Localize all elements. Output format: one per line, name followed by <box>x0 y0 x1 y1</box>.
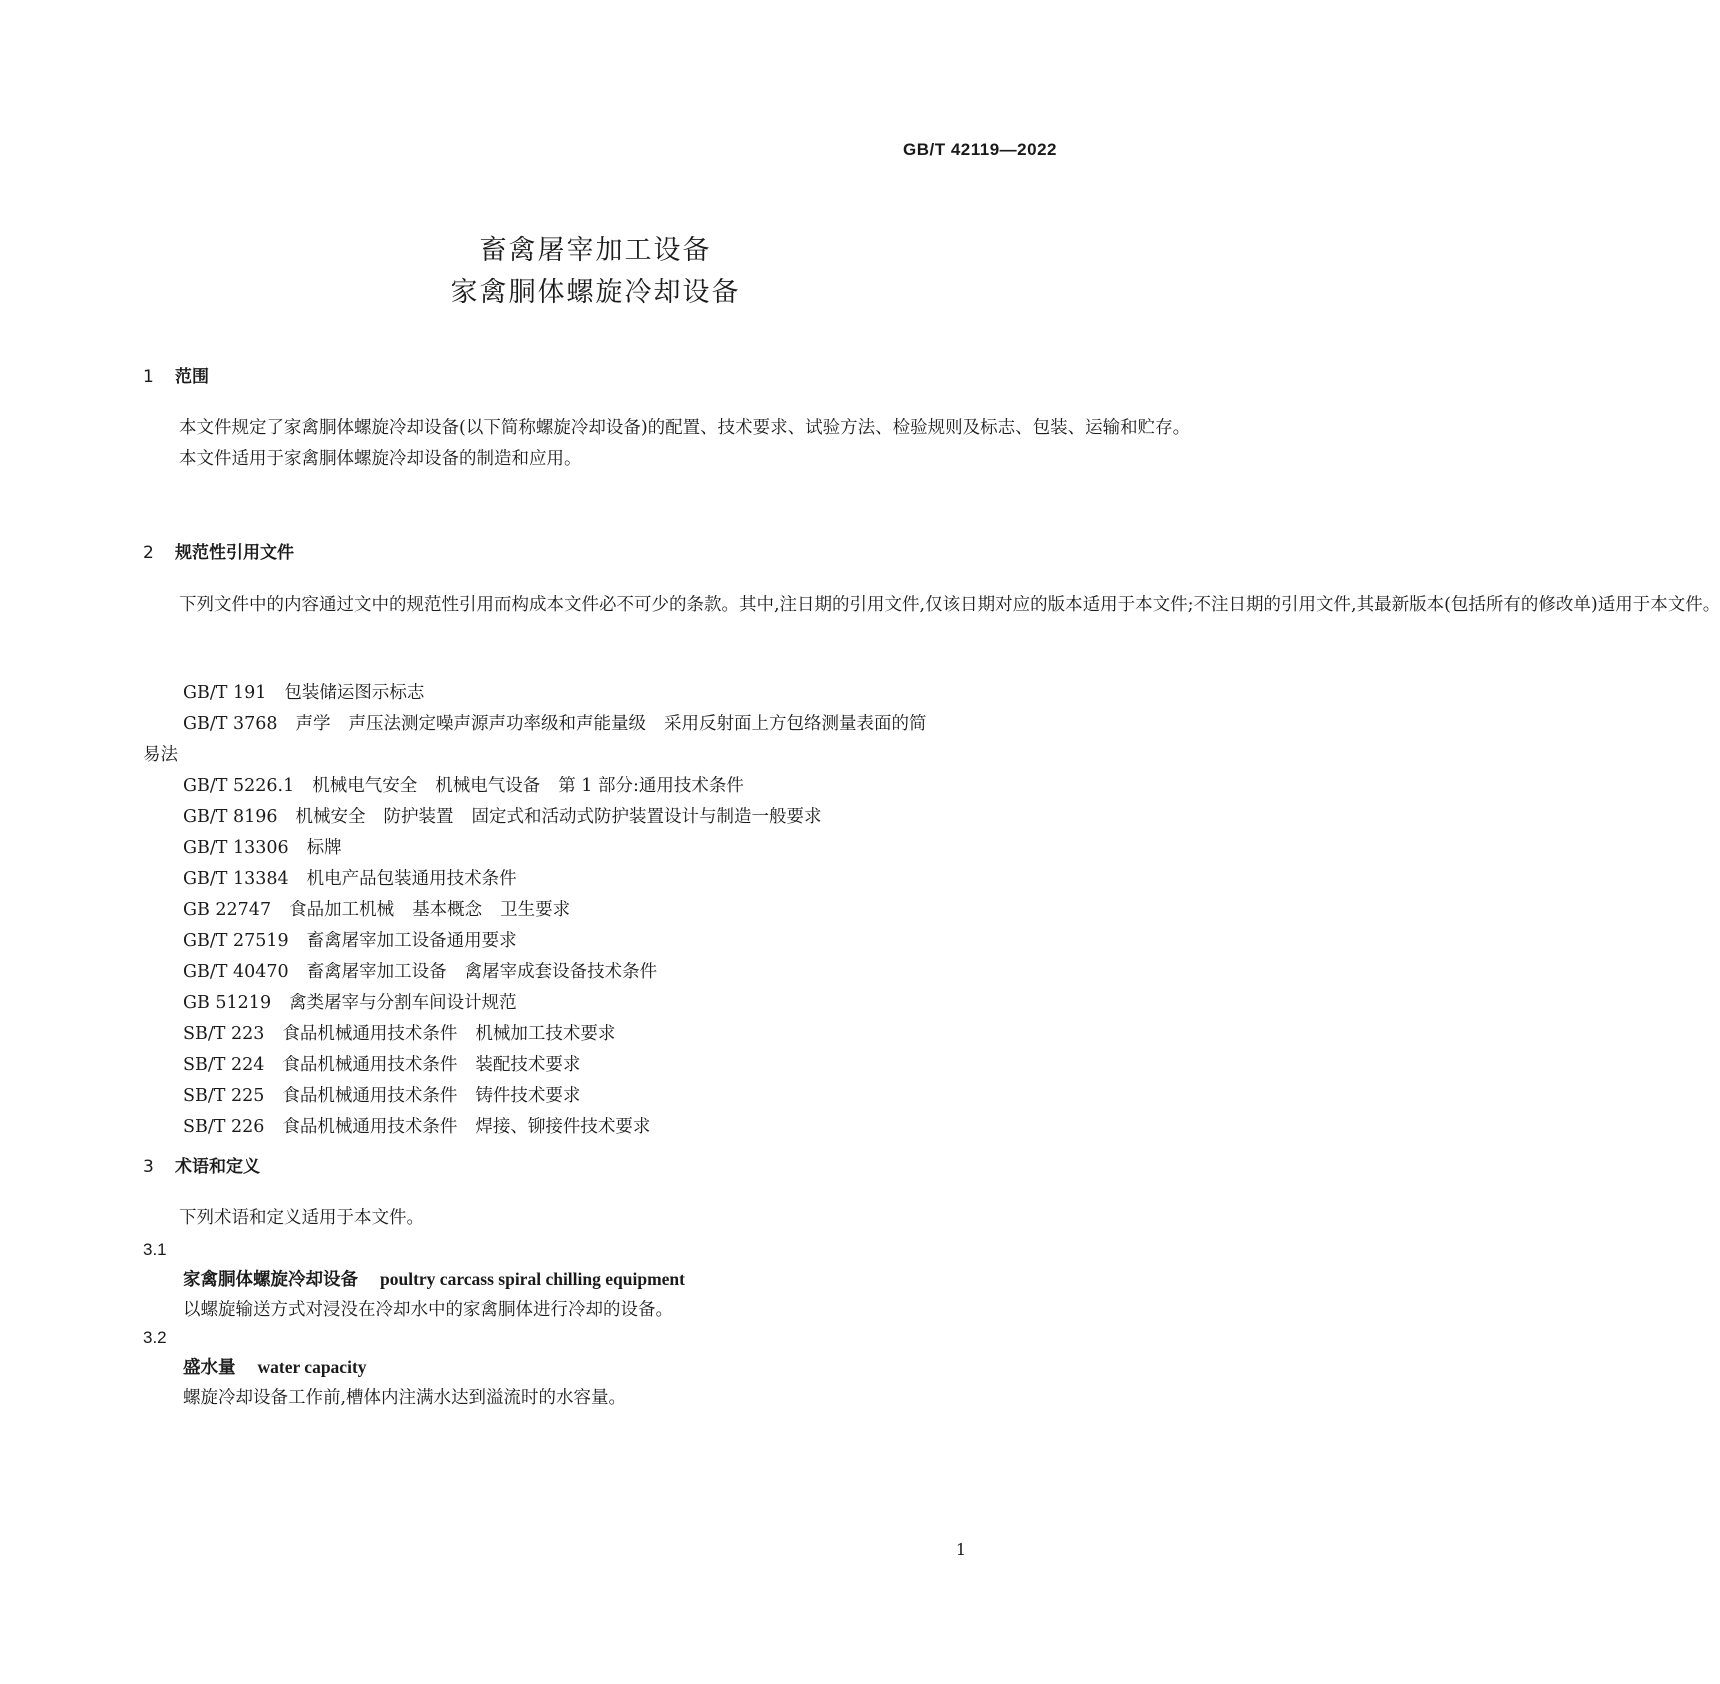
reference-title-part: 声学 <box>295 714 331 734</box>
reference-code: SB/T 223 <box>183 1024 265 1044</box>
reference-item <box>183 771 1063 802</box>
paragraph: 本文件规定了家禽胴体螺旋冷却设备(以下简称螺旋冷却设备)的配置、技术要求、试验方法、检验规则及标志、包装、运输和贮存。 <box>179 418 1191 438</box>
reference-title-part: 食品机械通用技术条件 <box>282 1055 458 1075</box>
reference-title-part: 食品机械通用技术条件 <box>282 1086 458 1106</box>
normative-reference-list <box>143 678 1063 1143</box>
reference-title: 机电产品包装通用技术条件 <box>306 869 517 889</box>
section-2-heading <box>143 538 294 563</box>
reference-title-part: 卫生要求 <box>500 900 571 920</box>
reference-item <box>183 1050 1063 1081</box>
section-3-heading <box>143 1152 260 1177</box>
section-title: 范围 <box>175 367 209 387</box>
term-number: 3.1 <box>143 1240 167 1259</box>
reference-code: GB/T 40470 <box>183 962 289 982</box>
reference-code: SB/T 226 <box>183 1117 265 1137</box>
term-name-en: poultry carcass spiral chilling equipment <box>380 1269 685 1289</box>
reference-item <box>183 802 1063 833</box>
reference-item <box>183 957 1063 988</box>
term-definition: 以螺旋输送方式对浸没在冷却水中的家禽胴体进行冷却的设备。 <box>183 1300 673 1320</box>
reference-title-part: 易法 <box>143 745 178 765</box>
reference-item <box>183 709 1063 740</box>
section-3-intro <box>143 1203 1063 1234</box>
term-number: 3.2 <box>143 1328 167 1347</box>
reference-title-part: 声压法测定噪声源声功率级和声能量级 <box>348 714 647 734</box>
reference-title-part: 采用反射面上方包络测量表面的简 <box>664 714 927 734</box>
term-heading <box>183 1354 367 1379</box>
reference-title-part: 食品机械通用技术条件 <box>282 1117 458 1137</box>
page-number: 1 <box>955 1540 966 1559</box>
reference-title-part: 食品加工机械 <box>289 900 395 920</box>
term-name-zh: 家禽胴体螺旋冷却设备 <box>183 1270 358 1290</box>
term-name-zh: 盛水量 <box>183 1358 236 1378</box>
reference-item <box>183 1081 1063 1112</box>
reference-title: 禽类屠宰与分割车间设计规范 <box>289 993 517 1013</box>
paragraph: 本文件适用于家禽胴体螺旋冷却设备的制造和应用。 <box>179 449 582 469</box>
reference-item <box>183 833 1063 864</box>
section-title: 术语和定义 <box>175 1157 260 1177</box>
reference-item <box>183 988 1063 1019</box>
term-name-en: water capacity <box>257 1357 367 1377</box>
reference-title-part: 禽屠宰成套设备技术条件 <box>464 962 658 982</box>
reference-title-part: 防护装置 <box>383 807 454 827</box>
term-definition: 螺旋冷却设备工作前,槽体内注满水达到溢流时的水容量。 <box>183 1388 627 1408</box>
reference-code: GB/T 191 <box>183 683 267 703</box>
section-number: 3 <box>143 1157 154 1177</box>
reference-title-part: 机械电气设备 <box>435 776 541 796</box>
reference-continuation <box>143 740 1063 771</box>
reference-title-part: 机械电气安全 <box>312 776 418 796</box>
reference-code: GB/T 3768 <box>183 714 278 734</box>
reference-item <box>183 1019 1063 1050</box>
document-title-line-1: 畜禽屠宰加工设备 <box>479 235 712 266</box>
reference-item <box>183 895 1063 926</box>
paragraph: 下列文件中的内容通过文中的规范性引用而构成本文件必不可少的条款。其中,注日期的引用文件,仅该日期对应的版本适用于本文件;不注日期的引用文件,其最新版本(包括所有的修改单)适用于本文件。 <box>179 595 1720 615</box>
reference-title-part: 固定式和活动式防护装置设计与制造一般要求 <box>471 807 822 827</box>
reference-code: GB/T 13306 <box>183 838 289 858</box>
reference-title-part: 食品机械通用技术条件 <box>282 1024 458 1044</box>
reference-code: GB/T 13384 <box>183 869 289 889</box>
reference-code: GB 22747 <box>183 900 272 920</box>
reference-title-part: 焊接、铆接件技术要求 <box>475 1117 651 1137</box>
term-heading <box>183 1266 685 1291</box>
reference-item <box>183 864 1063 895</box>
reference-title: 包装储运图示标志 <box>284 683 425 703</box>
reference-title-part: 第 1 部分:通用技术条件 <box>558 776 744 796</box>
section-number: 2 <box>143 543 154 563</box>
document-title-line-2: 家禽胴体螺旋冷却设备 <box>450 277 741 308</box>
reference-code: SB/T 225 <box>183 1086 265 1106</box>
reference-code: GB/T 27519 <box>183 931 289 951</box>
section-1-body <box>143 413 1191 475</box>
reference-title-part: 基本概念 <box>412 900 483 920</box>
reference-code: GB 51219 <box>183 993 272 1013</box>
reference-title-part: 机械安全 <box>295 807 366 827</box>
section-2-intro <box>143 590 1720 621</box>
reference-item <box>183 1112 1063 1143</box>
reference-title-part: 机械加工技术要求 <box>475 1024 616 1044</box>
reference-title-part: 装配技术要求 <box>475 1055 581 1075</box>
paragraph: 下列术语和定义适用于本文件。 <box>179 1208 424 1228</box>
reference-code: GB/T 8196 <box>183 807 278 827</box>
reference-title: 畜禽屠宰加工设备通用要求 <box>306 931 517 951</box>
standard-number: GB/T 42119—2022 <box>903 140 1057 159</box>
section-number: 1 <box>143 367 154 387</box>
reference-title-part: 畜禽屠宰加工设备 <box>306 962 447 982</box>
section-1-heading <box>143 362 209 387</box>
reference-code: GB/T 5226.1 <box>183 776 295 796</box>
reference-item <box>183 926 1063 957</box>
section-title: 规范性引用文件 <box>175 543 294 563</box>
reference-code: SB/T 224 <box>183 1055 265 1075</box>
reference-item <box>183 678 1063 709</box>
reference-title: 标牌 <box>306 838 342 858</box>
reference-title-part: 铸件技术要求 <box>475 1086 581 1106</box>
